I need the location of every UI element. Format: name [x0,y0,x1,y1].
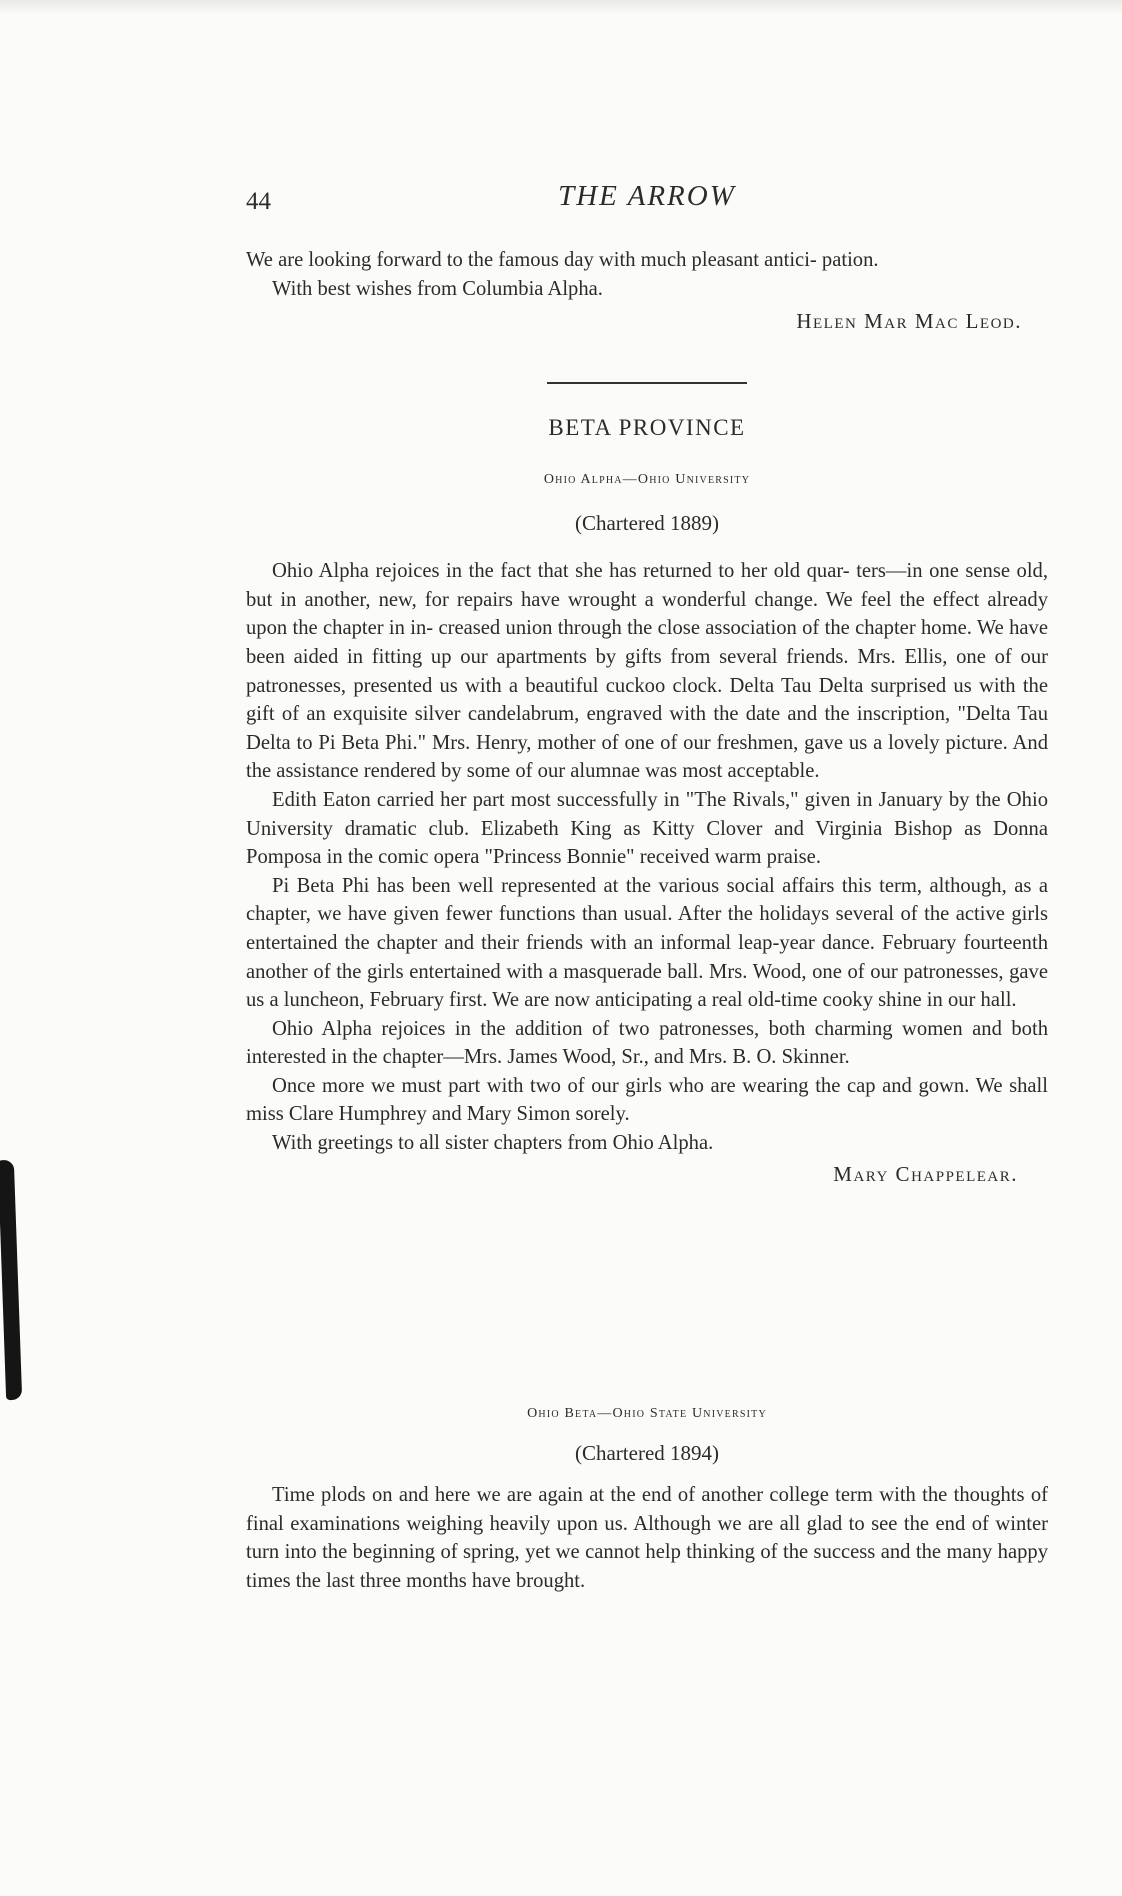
intro-greeting: With best wishes from Columbia Alpha. [272,277,603,300]
ohio-alpha-section [246,466,1048,1188]
ohio-alpha-paragraph: Ohio Alpha rejoices in the addition of two patronesses, both charming women and both interested in the chapter—Mrs. James Wood, Sr., and Mrs. B. O. Skinner. [246,1017,1048,1069]
horizontal-rule [547,382,747,384]
intro-section [246,246,1048,335]
running-title: THE ARROW [558,180,736,212]
ohio-beta-chartered: (Chartered 1894) [574,1440,720,1465]
page-number: 44 [246,188,271,215]
province-heading-block [246,414,1048,443]
province-title: BETA PROVINCE [548,415,746,440]
page-header [246,180,1048,224]
ohio-beta-paragraph: Time plods on and here we are again at the end of another college term with the thoughts of final examinations weighing heavily upon us. Although we are all glad to see the end of winter turn into the beginning of spring, yet we cannot help thinking of the success and the many happy times the last three months have brought. [246,1484,1048,1592]
ohio-alpha-paragraph: With greetings to all sister chapters from Ohio Alpha. [272,1132,714,1155]
ohio-alpha-signature: Mary Chappelear. [833,1161,1018,1186]
ohio-alpha-paragraph: Ohio Alpha rejoices in the fact that she has returned to her old quar- ters—in one sense old, but in another, new, for repairs have wrought a wonderful change. We feel the effect already upon the chapter in in- creased union through the close association of the chapter home. We have been aided in fitting up our apartments by gifts from several friends. Mrs. Ellis, one of our patronesses, presented us with a beautiful cuckoo clock. Delta Tau Delta surprised us with the gift of an exquisite silver candelabrum, engraved with the date and the inscription, "Delta Tau Delta to Pi Beta Phi." Mrs. Henry, mother of one of our freshmen, gave us a lovely picture. And the assistance rendered by some of our alumnae was most acceptable. [246,560,1048,783]
page-top-edge [0,0,1122,14]
intro-paragraph: We are looking forward to the famous day with much pleasant antici- pation. [246,249,879,271]
ohio-beta-heading: Ohio Beta—Ohio State University [527,1406,767,1421]
ohio-alpha-paragraph: Edith Eaton carried her part most successfully in "The Rivals," given in January by the Ohio University dramatic club. Elizabeth King as Kitty Clover and Virginia Bishop as Donna Pomposa in the comic opera "Princess Bonnie" received warm praise. [246,788,1048,869]
ohio-alpha-heading: Ohio Alpha—Ohio University [543,472,751,487]
ohio-beta-section [246,1400,1048,1596]
ohio-alpha-paragraph: Pi Beta Phi has been well represented at the various social affairs this term, although, as a chapter, we have given fewer functions than usual. After the holidays several of the active girls entertained the chapter and their friends with an informal leap-year dance. February fourteenth another of the girls entertained with a masquerade ball. Mrs. Wood, one of our patronesses, gave us a luncheon, February first. We are now anticipating a real old-time cooky shine in our hall. [246,874,1048,1012]
ohio-alpha-paragraph: Once more we must part with two of our girls who are wearing the cap and gown. We shall miss Clare Humphrey and Mary Simon sorely. [246,1074,1048,1126]
ohio-alpha-chartered: (Chartered 1889) [574,510,720,535]
section-divider [246,382,1048,384]
binding-shadow [0,1160,22,1400]
intro-signature: Helen Mar Mac Leod. [796,309,1022,334]
